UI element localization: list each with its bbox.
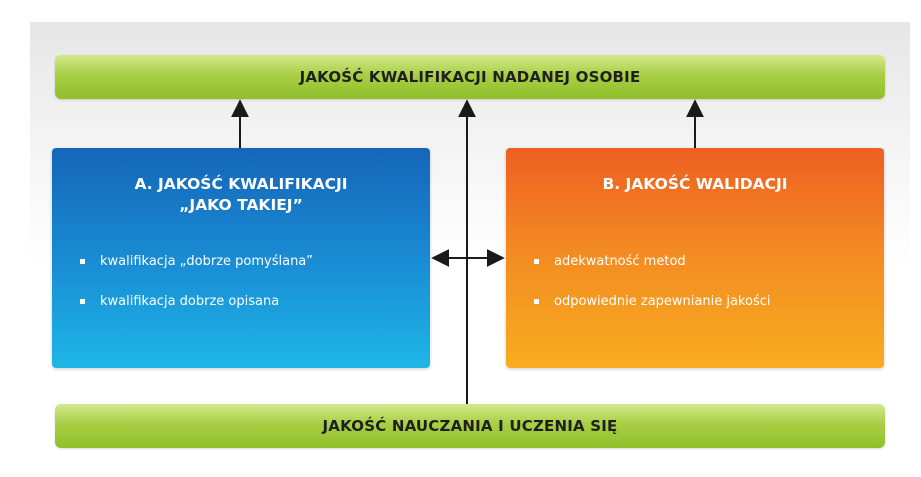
top-bar-label: JAKOŚĆ KWALIFIKACJI NADANEJ OSOBIE	[299, 68, 641, 86]
box-a-item: kwalifikacja „dobrze pomyślana”	[80, 254, 313, 294]
box-a-item: kwalifikacja dobrze opisana	[80, 294, 313, 334]
box-b-title-line1: B. JAKOŚĆ WALIDACJI	[602, 175, 788, 193]
box-a-title-line1: A. JAKOŚĆ KWALIFIKACJI	[134, 175, 348, 193]
bottom-bar-label: JAKOŚĆ NAUCZANIA I UCZENIA SIĘ	[322, 417, 618, 435]
box-b-item: adekwatność metod	[534, 254, 771, 294]
box-a-title-line2: „JAKO TAKIEJ”	[179, 196, 303, 214]
box-b-item: odpowiednie zapewnianie jakości	[534, 294, 771, 334]
